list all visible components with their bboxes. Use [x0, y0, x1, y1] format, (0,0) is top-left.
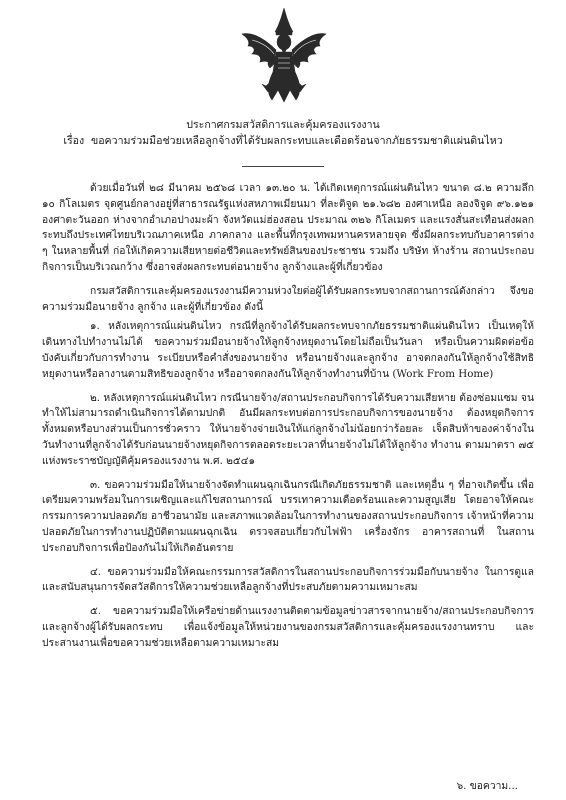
subject-text: ขอความร่วมมือช่วยเหลือลูกจ้างที่ได้รับผลกระทบและเดือดร้อนจากภัยธรรมชาติแผ่นดินไหว: [90, 135, 503, 147]
paragraph-item-5: ๕. ขอความร่วมมือให้เครือข่ายด้านแรงงานติดตามข้อมูลข่าวสารจากนายจ้าง/สถานประกอบกิจการ และลูกจ้างผู้ได้รับผลกระทบ เพื่อแจ้งข้อมูลให้หน่วยงานของกรมสวัสดิการและคุ้มครองแรงงานทราบ และประสานงานเพื่อขอความช่วยเหลือตามความเหมาะสม: [42, 605, 534, 649]
title-divider: [242, 166, 324, 167]
issuing-agency-title: ประกาศกรมสวัสดิการและคุ้มครองแรงงาน: [186, 119, 380, 131]
garuda-emblem-icon: [238, 6, 330, 106]
subject-label: เรื่อง: [63, 135, 85, 147]
paragraph-item-3: ๓. ขอความร่วมมือให้นายจ้างจัดทำแผนฉุกเฉินกรณีเกิดภัยธรรมชาติ และเหตุอื่น ๆ ที่อาจเกิดขึ้น เพื่อเตรียมความพร้อมในการเผชิญและแก้ไขสถานการณ์ บรรเทาความเดือดร้อนและความสูญเสีย โดยอาจให้คณะกรรมการความปลอดภัย อาชีวอนามัย และสภาพแวดล้อมในการทำงานของสถานประกอบกิจการ เจ้าหน้าที่ความปลอดภัยในการทำงานปฏิบัติตามแผนฉุกเฉิน ตรวจสอบเกี่ยวกับไฟฟ้า เครื่องจักร อาคารสถานที่ ในสถานประกอบกิจการเพื่อป้องกันไม่ให้เกิดอันตราย: [42, 478, 534, 554]
paragraph-item-1: ๑. หลังเหตุการณ์แผ่นดินไหว กรณีที่ลูกจ้างได้รับผลกระทบจากภัยธรรมชาติแผ่นดินไหว เป็นเหตุให้เดินทางไปทำงานไม่ได้ ขอความร่วมมือนายจ้างให้ลูกจ้างหยุดงานโดยไม่ถือเป็นวันลา หรือเป็นความผิดต่อข้อบังคับเกี่ยวกับการทำงาน ระเบียบหรือคำสั่งของนายจ้าง หรือนายจ้างและลูกจ้าง อาจตกลงกันให้ลูกจ้างใช้สิทธิหยุดงานหรือลางานตามสิทธิของลูกจ้าง หรืออาจตกลงกันให้ลูกจ้างทำงานที่บ้าน (Work From Home): [42, 320, 534, 380]
continuation-marker: ๖. ขอความ...: [456, 780, 518, 792]
paragraph-intro: ด้วยเมื่อวันที่ ๒๘ มีนาคม ๒๕๖๘ เวลา ๑๓.๒๐ น. ได้เกิดเหตุการณ์แผ่นดินไหว ขนาด ๘.๒ ความลึก ๑๐ กิโลเมตร จุดศูนย์กลางอยู่ที่สาธารณรัฐแห่งสหภาพเมียนมา ที่ละติจูด ๒๑.๖๘๒ องศาเหนือ ลองจิจูด ๙๖.๑๒๑ องศาตะวันออก ห่างจากอำเภอปางมะผ้า จังหวัดแม่ฮ่องสอน ประมาณ ๓๒๖ กิโลเมตร และแรงสั่นสะเทือนส่งผลกระทบถึงประเทศไทยบริเวณภาคเหนือ ภาคกลาง และพื้นที่กรุงเทพมหานครหลายจุด ซึ่งมีผลกระทบกับอาคารต่าง ๆ ในหลายพื้นที่ ก่อให้เกิดความเสียหายต่อชีวิตและทรัพย์สินของประชาชน รวมถึง บริษัท ห้างร้าน สถานประกอบกิจการเป็นบริเวณกว้าง ซึ่งอาจส่งผลกระทบต่อนายจ้าง ลูกจ้างและผู้ที่เกี่ยวข้อง: [42, 182, 534, 273]
paragraph-request: กรมสวัสดิการและคุ้มครองแรงงานมีความห่วงใยต่อผู้ได้รับผลกระทบจากสถานการณ์ดังกล่าว จึงขอความร่วมมือนายจ้าง ลูกจ้าง และผู้ที่เกี่ยวข้อง ดังนี้: [42, 284, 534, 313]
announcement-heading: [40, 117, 526, 149]
paragraph-item-2: ๒. หลังเหตุการณ์แผ่นดินไหว กรณีนายจ้าง/สถานประกอบกิจการได้รับความเสียหาย ต้องซ่อมแซม จนทำให้ไม่สามารถดำเนินกิจการได้ตามปกติ อันมีผลกระทบต่อการประกอบกิจการของนายจ้าง ต้องหยุดกิจการทั้งหมดหรือบางส่วนเป็นการชั่วคราว ให้นายจ้างจ่ายเงินให้แก่ลูกจ้างไม่น้อยกว่าร้อยละ เจ็ดสิบห้าของค่าจ้างในวันทำงานที่ลูกจ้างได้รับก่อนนายจ้างหยุดกิจการตลอดระยะเวลาที่นายจ้างไม่ได้ให้ลูกจ้าง ทำงาน ตามมาตรา ๗๕ แห่งพระราชบัญญัติคุ้มครองแรงงาน พ.ศ. ๒๕๔๑: [42, 391, 534, 467]
subject-line: [40, 133, 526, 149]
paragraph-item-4: ๔. ขอความร่วมมือให้คณะกรรมการสวัสดิการในสถานประกอบกิจการร่วมมือกับนายจ้าง ในการดูแลและสนับสนุนการจัดสวัสดิการให้ความช่วยเหลือลูกจ้างที่ประสบภัยตามความเหมาะสม: [42, 565, 534, 594]
document-body: [42, 181, 534, 660]
